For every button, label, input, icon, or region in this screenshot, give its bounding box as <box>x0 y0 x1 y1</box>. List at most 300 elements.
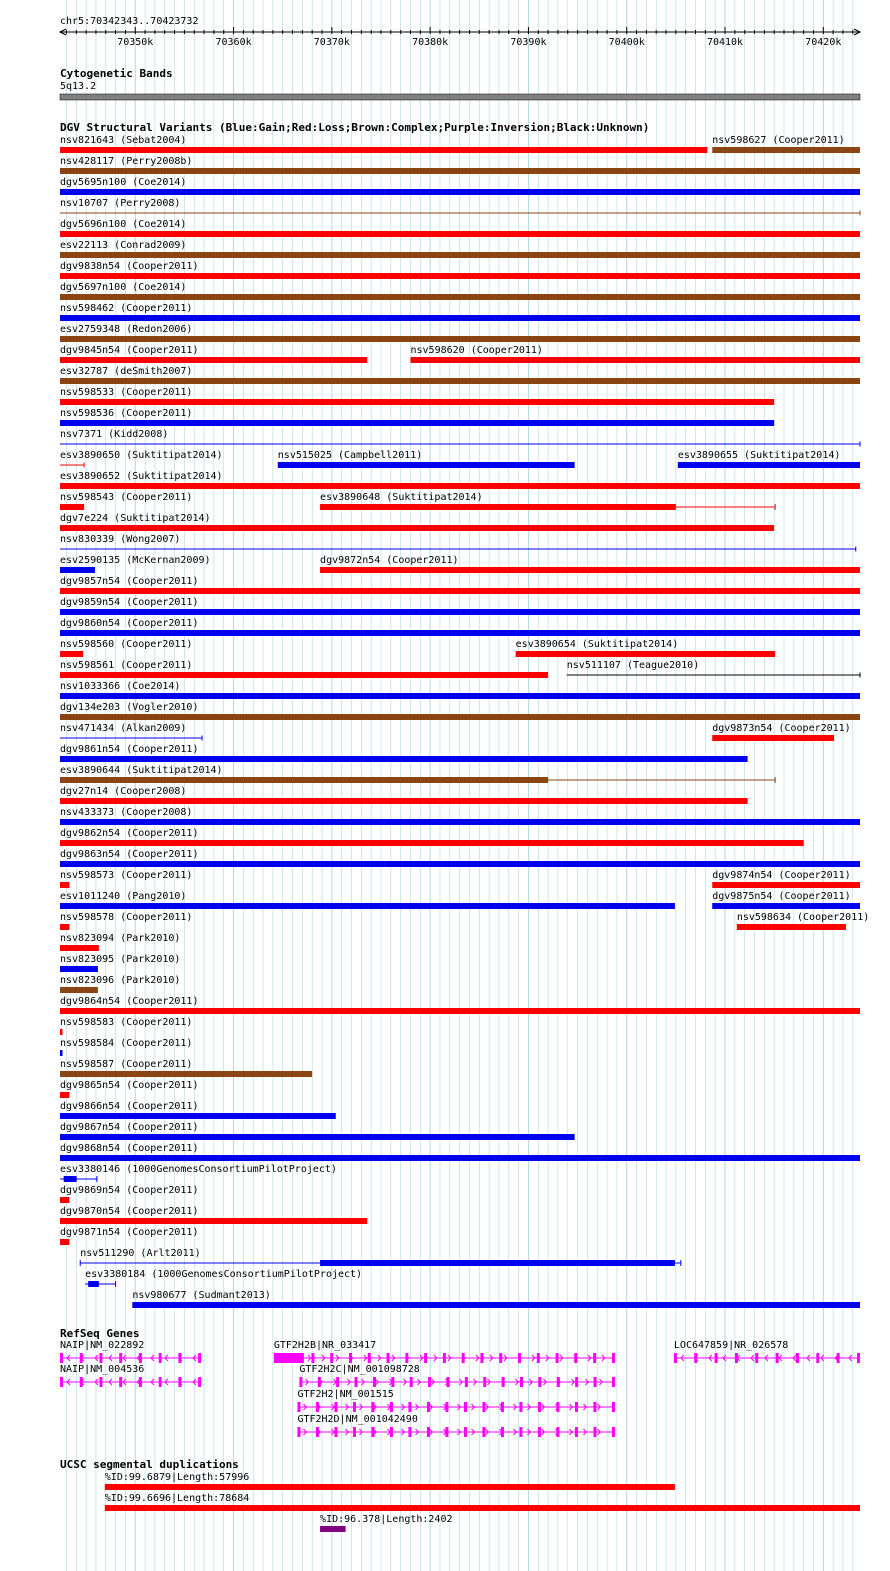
gene-exon <box>297 1402 300 1412</box>
gene-exon <box>575 1377 578 1387</box>
dgv-variant[interactable] <box>60 1143 860 1161</box>
dgv-variant[interactable] <box>60 576 860 594</box>
dgv-variant[interactable] <box>60 429 860 447</box>
dgv-variant-label: nsv980677 (Sudmant2013) <box>132 1290 271 1301</box>
gene-exon <box>519 1402 522 1412</box>
dgv-variant-bar <box>60 609 860 615</box>
gene-exon <box>445 1427 448 1437</box>
gene-exon <box>557 1377 560 1387</box>
gene-exon <box>499 1353 502 1363</box>
dgv-variant-label: nsv598462 (Cooper2011) <box>60 303 193 314</box>
dgv-variant-bar <box>60 798 748 804</box>
coordinate-readout: chr5:70342343..70423732 <box>60 16 199 27</box>
dgv-variant-label: dgv9862n54 (Cooper2011) <box>60 828 199 839</box>
dgv-variant-bar <box>60 1092 69 1098</box>
dgv-variant[interactable] <box>60 471 860 489</box>
gene-exon <box>445 1402 448 1412</box>
refseq-gene-label: GTF2H2|NM_001515 <box>297 1389 394 1400</box>
refseq-track <box>60 1327 860 1437</box>
dgv-variant-bar <box>410 357 860 363</box>
gene-exon <box>593 1402 596 1412</box>
gene-exon <box>556 1427 559 1437</box>
dgv-variant-bar <box>60 882 69 888</box>
gene-exon <box>427 1402 430 1412</box>
dgv-variant[interactable] <box>60 156 860 174</box>
dgv-variant-label: nsv598620 (Cooper2011) <box>410 345 543 356</box>
gene-exon <box>311 1353 314 1363</box>
gene-exon <box>612 1377 615 1387</box>
dgv-variant[interactable] <box>60 765 775 783</box>
gene-exon <box>299 1377 302 1387</box>
dgv-variant[interactable] <box>60 240 860 258</box>
dgv-variant-label: dgv9871n54 (Cooper2011) <box>60 1227 199 1238</box>
dgv-variant[interactable] <box>60 366 860 384</box>
dgv-variant[interactable] <box>60 870 192 888</box>
dgv-variant[interactable] <box>60 1017 192 1035</box>
dgv-variant-label: esv1011240 (Pang2010) <box>60 891 187 902</box>
dgv-variant[interactable] <box>60 681 860 699</box>
dgv-variant[interactable] <box>60 513 774 531</box>
dgv-variant-label: dgv9838n54 (Cooper2011) <box>60 261 199 272</box>
gene-exon <box>446 1377 449 1387</box>
gene-exon <box>796 1353 799 1363</box>
gene-exon <box>387 1353 390 1363</box>
dgv-variant[interactable] <box>60 177 860 195</box>
gene-exon <box>297 1427 300 1437</box>
dgv-variant-bar <box>60 1029 63 1035</box>
dgv-variant-label: dgv9864n54 (Cooper2011) <box>60 996 199 1007</box>
gene-exon <box>198 1377 201 1387</box>
dgv-variant-label: dgv5696n100 (Coe2014) <box>60 219 187 230</box>
dgv-variant[interactable] <box>320 492 775 510</box>
dgv-variant[interactable] <box>60 786 748 804</box>
ruler-tick-label: 70370k <box>313 37 350 48</box>
segdup-feature[interactable] <box>320 1514 452 1532</box>
gene-exon <box>99 1377 102 1387</box>
gene-exon <box>715 1353 718 1363</box>
dgv-variant[interactable] <box>60 1185 198 1203</box>
dgv-variant-bar <box>60 378 860 384</box>
dgv-variant-label: nsv598627 (Cooper2011) <box>712 135 845 146</box>
dgv-variant[interactable] <box>567 660 860 678</box>
gene-exon <box>60 1377 63 1387</box>
dgv-variant-bar <box>60 357 367 363</box>
dgv-variant-label: dgv9865n54 (Cooper2011) <box>60 1080 199 1091</box>
dgv-variant-label: nsv598584 (Cooper2011) <box>60 1038 193 1049</box>
dgv-variant-bar <box>712 735 834 741</box>
gene-exon <box>408 1402 411 1412</box>
dgv-variant[interactable] <box>60 660 548 678</box>
gene-exon <box>371 1427 374 1437</box>
segdup-bar <box>105 1505 860 1511</box>
dgv-variant-label: nsv511290 (Arlt2011) <box>80 1248 201 1259</box>
refseq-gene-label: NAIP|NM_022892 <box>60 1340 145 1351</box>
dgv-variant[interactable] <box>60 1101 336 1119</box>
gene-exon <box>408 1427 411 1437</box>
gene-exon <box>178 1377 181 1387</box>
dgv-variant-bar <box>60 525 774 531</box>
dgv-variant-bar <box>60 1008 860 1014</box>
gene-exon <box>428 1377 431 1387</box>
dgv-variant-label: dgv9875n54 (Cooper2011) <box>712 891 851 902</box>
dgv-variant-label: nsv598533 (Cooper2011) <box>60 387 193 398</box>
dgv-variant-label: dgv9867n54 (Cooper2011) <box>60 1122 199 1133</box>
dgv-variant-label: esv3890654 (Suktitipat2014) <box>515 639 679 650</box>
gene-exon <box>316 1402 319 1412</box>
dgv-variant-bar <box>60 651 83 657</box>
gene-exon <box>60 1353 63 1363</box>
dgv-variant-label: nsv598560 (Cooper2011) <box>60 639 193 650</box>
dgv-variant-label: dgv9845n54 (Cooper2011) <box>60 345 199 356</box>
dgv-variant[interactable] <box>60 807 860 825</box>
refseq-gene-label: GTF2H2D|NM_001042490 <box>297 1414 418 1425</box>
dgv-variant-label: nsv598583 (Cooper2011) <box>60 1017 193 1028</box>
dgv-variant-label: nsv471434 (Alkan2009) <box>60 723 187 734</box>
gene-exon <box>390 1427 393 1437</box>
dgv-variant[interactable] <box>60 744 748 762</box>
dgv-variant-bar <box>60 1197 69 1203</box>
dgv-variant-label: nsv598578 (Cooper2011) <box>60 912 193 923</box>
dgv-variant[interactable] <box>60 849 860 867</box>
dgv-variant-label: nsv830339 (Wong2007) <box>60 534 181 545</box>
dgv-variant-bar <box>60 924 69 930</box>
dgv-variant[interactable] <box>60 261 860 279</box>
gene-exon <box>349 1353 352 1363</box>
dgv-variant-label: dgv5695n100 (Coe2014) <box>60 177 187 188</box>
dgv-variant-bar <box>60 1134 575 1140</box>
gene-exon <box>336 1377 339 1387</box>
dgv-variant-label: esv22113 (Conrad2009) <box>60 240 187 251</box>
gene-exon <box>119 1353 122 1363</box>
dgv-variant[interactable] <box>60 1059 312 1077</box>
dgv-variant[interactable] <box>60 303 860 321</box>
dgv-variant-bar <box>60 483 860 489</box>
gene-exon <box>462 1353 465 1363</box>
gene-exon <box>119 1377 122 1387</box>
dgv-variant[interactable] <box>60 387 774 405</box>
dgv-variant[interactable] <box>60 597 860 615</box>
refseq-gene[interactable] <box>297 1414 614 1437</box>
segdup-feature[interactable] <box>105 1493 860 1511</box>
gene-exon <box>694 1353 697 1363</box>
gene-exon <box>537 1353 540 1363</box>
dgv-variant-bar <box>60 819 860 825</box>
dgv-variant-label: dgv5697n100 (Coe2014) <box>60 282 187 293</box>
dgv-variant[interactable] <box>712 135 860 153</box>
refseq-gene[interactable] <box>60 1364 201 1387</box>
gene-exon <box>612 1353 615 1363</box>
gene-exon <box>538 1402 541 1412</box>
dgv-variant-label: esv3890650 (Suktitipat2014) <box>60 450 223 461</box>
dgv-variant-bar <box>516 651 775 657</box>
gene-exon <box>334 1427 337 1437</box>
dgv-variant[interactable] <box>60 1164 337 1182</box>
dgv-variant-bar <box>712 903 860 909</box>
gene-exon <box>371 1402 374 1412</box>
dgv-variant[interactable] <box>60 996 860 1014</box>
dgv-variant-bar <box>60 147 707 153</box>
gene-exon <box>334 1402 337 1412</box>
dgv-variant[interactable] <box>60 450 223 468</box>
dgv-variant[interactable] <box>60 975 180 993</box>
gene-exon <box>353 1427 356 1437</box>
refseq-features <box>60 1340 860 1437</box>
refseq-gene-label: GTF2H2C|NM_001098728 <box>299 1364 420 1375</box>
dgv-variant-bar <box>60 861 860 867</box>
dgv-variant-label: dgv9868n54 (Cooper2011) <box>60 1143 199 1154</box>
gene-exon <box>178 1353 181 1363</box>
refseq-gene-label: LOC647859|NR_026578 <box>673 1340 789 1351</box>
gene-exon <box>373 1377 376 1387</box>
ruler-tick-label: 70410k <box>706 37 744 48</box>
dgv-variant-label: nsv598634 (Cooper2011) <box>736 912 870 923</box>
dgv-variant-block <box>64 1176 77 1182</box>
dgv-variant[interactable] <box>712 870 860 888</box>
dgv-variant-bar <box>60 294 860 300</box>
dgv-variant-label: nsv511107 (Teague2010) <box>566 660 700 671</box>
dgv-variant[interactable] <box>60 1122 575 1140</box>
dgv-variant[interactable] <box>60 639 192 657</box>
dgv-variant[interactable] <box>60 135 707 153</box>
dgv-variant-label: esv3380184 (1000GenomesConsortiumPilotProject) <box>85 1269 363 1280</box>
refseq-gene[interactable] <box>274 1340 615 1363</box>
gene-exon <box>464 1427 467 1437</box>
dgv-variant-label: esv2590135 (McKernan2009) <box>60 555 211 566</box>
dgv-variant-bar <box>60 336 860 342</box>
dgv-variant-bar <box>60 630 860 636</box>
gene-exon <box>482 1427 485 1437</box>
refseq-track-title: RefSeq Genes <box>60 1327 140 1340</box>
dgv-variant-label: esv3890652 (Suktitipat2014) <box>60 471 223 482</box>
dgv-variant-label: dgv27n14 (Cooper2008) <box>60 786 187 797</box>
dgv-variant-bar <box>737 924 846 930</box>
dgv-variant[interactable] <box>60 723 202 741</box>
dgv-variant-bar <box>60 231 860 237</box>
gene-exon <box>330 1353 333 1363</box>
gene-exon <box>390 1402 393 1412</box>
dgv-variant-bar <box>60 1071 312 1077</box>
gene-exon <box>735 1353 738 1363</box>
gene-exon <box>674 1353 677 1363</box>
gene-exon <box>837 1353 840 1363</box>
ruler-tick-label: 70360k <box>215 37 252 48</box>
ruler-tick-label: 70420k <box>805 37 842 48</box>
gene-exon <box>594 1377 597 1387</box>
gene-exon <box>502 1377 505 1387</box>
dgv-variant-label: nsv428117 (Perry2008b) <box>60 156 193 167</box>
dgv-variant-bar <box>60 693 860 699</box>
segdup-label: %ID:99.6696|Length:78684 <box>104 1493 250 1504</box>
gene-exon <box>410 1377 413 1387</box>
dgv-variant-bar <box>60 777 548 783</box>
cytoband-track <box>60 67 860 100</box>
gene-exon <box>464 1402 467 1412</box>
gene-exon <box>274 1353 304 1363</box>
gene-exon <box>443 1353 446 1363</box>
gene-exon <box>482 1402 485 1412</box>
gene-exon <box>776 1353 779 1363</box>
gene-exon <box>159 1353 162 1363</box>
dgv-variant[interactable] <box>60 492 192 510</box>
segdup-bar <box>105 1484 675 1490</box>
gene-exon <box>427 1427 430 1437</box>
gene-exon <box>574 1353 577 1363</box>
dgv-variant-label: nsv598543 (Cooper2011) <box>60 492 193 503</box>
gene-exon <box>816 1353 819 1363</box>
dgv-variant-bar <box>60 1218 367 1224</box>
dgv-variant[interactable] <box>60 1038 192 1056</box>
dgv-variant-bar <box>60 567 95 573</box>
dgv-variant-label: esv3890655 (Suktitipat2014) <box>677 450 841 461</box>
gene-exon <box>355 1377 358 1387</box>
gene-exon <box>501 1427 504 1437</box>
dgv-variant-block <box>88 1281 99 1287</box>
dgv-variant-label: dgv9874n54 (Cooper2011) <box>712 870 851 881</box>
segdup-track <box>60 1458 860 1532</box>
dgv-variant[interactable] <box>712 891 860 909</box>
gene-exon <box>353 1402 356 1412</box>
dgv-variant-bar <box>712 882 860 888</box>
gene-exon <box>99 1353 102 1363</box>
gene-exon <box>556 1353 559 1363</box>
ruler-ticks <box>60 27 860 48</box>
ruler-tick-label: 70380k <box>412 37 449 48</box>
dgv-variant-label: nsv598587 (Cooper2011) <box>60 1059 193 1070</box>
dgv-variant[interactable] <box>60 954 180 972</box>
dgv-variant[interactable] <box>737 912 869 930</box>
dgv-variant-label: dgv9860n54 (Cooper2011) <box>60 618 199 629</box>
cytoband-bar[interactable] <box>60 94 860 100</box>
dgv-variant[interactable] <box>60 534 856 552</box>
dgv-variant-bar <box>60 420 774 426</box>
gene-exon <box>318 1377 321 1387</box>
dgv-variant-label: esv32787 (deSmith2007) <box>60 366 193 377</box>
gene-exon <box>538 1377 541 1387</box>
dgv-variant-label: nsv1033366 (Coe2014) <box>60 681 181 692</box>
dgv-variant-label: nsv433373 (Cooper2008) <box>60 807 193 818</box>
ruler-tick-label: 70400k <box>608 37 645 48</box>
dgv-variant[interactable] <box>60 282 860 300</box>
dgv-variant[interactable] <box>60 912 192 930</box>
dgv-variant[interactable] <box>320 555 860 573</box>
dgv-variant-bar <box>678 462 860 468</box>
dgv-variant[interactable] <box>712 723 850 741</box>
dgv-variant-bar <box>320 504 676 510</box>
dgv-variant-label: nsv515025 (Campbell2011) <box>277 450 423 461</box>
dgv-variant[interactable] <box>278 450 575 468</box>
dgv-variant[interactable] <box>60 219 860 237</box>
gene-exon <box>483 1377 486 1387</box>
gene-exon <box>80 1377 83 1387</box>
dgv-variant-bar <box>60 840 804 846</box>
cytoband-title: Cytogenetic Bands <box>60 67 173 80</box>
dgv-variant[interactable] <box>60 828 804 846</box>
dgv-variant[interactable] <box>60 933 180 951</box>
refseq-gene[interactable] <box>60 1340 201 1363</box>
refseq-gene[interactable] <box>674 1340 860 1363</box>
gene-exon <box>538 1427 541 1437</box>
dgv-variant[interactable] <box>60 891 675 909</box>
dgv-variant-label: esv3890644 (Suktitipat2014) <box>60 765 223 776</box>
refseq-gene-label: GTF2H2B|NR_033417 <box>273 1340 377 1351</box>
dgv-variant[interactable] <box>60 702 860 720</box>
gene-exon <box>501 1402 504 1412</box>
segdup-track-title: UCSC segmental duplications <box>60 1458 239 1471</box>
dgv-variant-bar <box>60 1155 860 1161</box>
dgv-variant-label: esv3380146 (1000GenomesConsortiumPilotProject) <box>60 1164 337 1175</box>
gene-exon <box>519 1427 522 1437</box>
gene-exon <box>520 1377 523 1387</box>
dgv-variant-bar <box>60 1239 69 1245</box>
gene-exon <box>80 1353 83 1363</box>
gene-exon <box>159 1377 162 1387</box>
dgv-track <box>60 121 869 1308</box>
gene-exon <box>593 1353 596 1363</box>
dgv-variant-bar <box>60 1113 336 1119</box>
refseq-gene[interactable] <box>297 1389 614 1412</box>
dgv-features <box>60 135 869 1308</box>
dgv-variant-label: dgv9873n54 (Cooper2011) <box>712 723 851 734</box>
dgv-variant[interactable] <box>60 618 860 636</box>
dgv-variant-bar <box>60 315 860 321</box>
gene-exon <box>465 1377 468 1387</box>
dgv-variant-bar <box>320 1260 675 1266</box>
dgv-variant-label: dgv9869n54 (Cooper2011) <box>60 1185 199 1196</box>
dgv-variant[interactable] <box>60 198 860 216</box>
gene-exon <box>293 1353 296 1363</box>
dgv-variant-bar <box>60 945 99 951</box>
position-ruler <box>60 16 860 48</box>
dgv-variant-bar <box>320 567 860 573</box>
gene-exon <box>612 1402 615 1412</box>
dgv-variant-label: dgv9859n54 (Cooper2011) <box>60 597 199 608</box>
cytoband-label: 5q13.2 <box>60 81 97 92</box>
gene-exon <box>857 1353 860 1363</box>
dgv-variant-label: nsv7371 (Kidd2008) <box>60 429 169 440</box>
dgv-variant[interactable] <box>60 1227 198 1245</box>
segdup-label: %ID:96.378|Length:2402 <box>320 1514 453 1525</box>
dgv-variant-label: nsv598561 (Cooper2011) <box>60 660 193 671</box>
gene-exon <box>198 1353 201 1363</box>
gene-exon <box>575 1402 578 1412</box>
dgv-variant[interactable] <box>60 324 860 342</box>
dgv-variant-label: nsv823094 (Park2010) <box>60 933 181 944</box>
dgv-variant[interactable] <box>80 1248 681 1266</box>
dgv-variant[interactable] <box>516 639 775 657</box>
gene-exon <box>139 1353 142 1363</box>
dgv-variant-bar <box>60 672 548 678</box>
gene-exon <box>612 1427 615 1437</box>
gene-exon <box>593 1427 596 1437</box>
refseq-gene-label: NAIP|NM_004536 <box>60 1364 145 1375</box>
dgv-variant[interactable] <box>60 1080 198 1098</box>
segdup-feature[interactable] <box>105 1472 675 1490</box>
dgv-variant[interactable] <box>132 1290 860 1308</box>
dgv-variant[interactable] <box>678 450 860 468</box>
dgv-variant-label: dgv9857n54 (Cooper2011) <box>60 576 199 587</box>
dgv-variant-bar <box>60 714 860 720</box>
dgv-variant[interactable] <box>60 408 774 426</box>
ruler-tick-label: 70390k <box>510 37 547 48</box>
dgv-variant-bar <box>60 273 860 279</box>
gene-exon <box>391 1377 394 1387</box>
dgv-variant-bar <box>60 252 860 258</box>
dgv-variant-label: dgv7e224 (Suktitipat2014) <box>60 513 211 524</box>
dgv-variant[interactable] <box>410 345 860 363</box>
dgv-variant-bar <box>132 1302 860 1308</box>
dgv-variant-label: dgv9870n54 (Cooper2011) <box>60 1206 199 1217</box>
dgv-variant-bar <box>60 987 98 993</box>
